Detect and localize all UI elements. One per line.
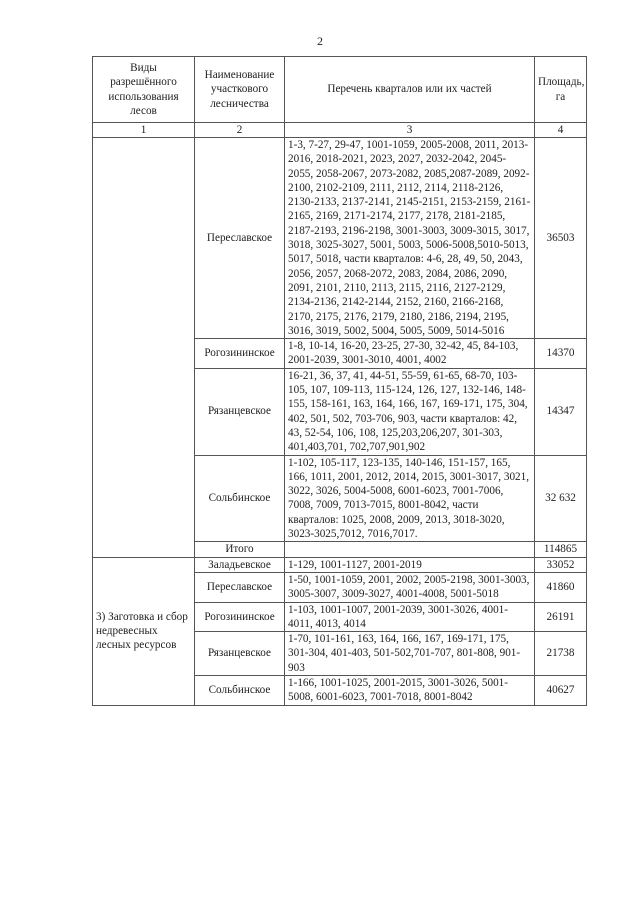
area-value: 26191: [535, 602, 587, 632]
header-forestry-name: Наименование участкового лесничества: [195, 57, 285, 123]
area-value: 21738: [535, 632, 587, 676]
quarters-list: 16-21, 36, 37, 41, 44-51, 55-59, 61-65, 68-70, 103-105, 107, 109-113, 115-124, 126, 127, 132-146, 148-155, 158-161, 163, 164, 166, 167, 169-171, 175, 304, 402, 501, 502, 703-706, 903, части кварталов: 42, 43, 52-54, 106, 108, 125,203,206,207, 301-303, 401,403,701, 702,707,901,902: [285, 368, 535, 455]
page-number: 2: [317, 34, 323, 48]
total-label: Итого: [195, 542, 285, 557]
quarters-list: 1-8, 10-14, 16-20, 23-25, 27-30, 32-42, 45, 84-103, 2001-2039, 3001-3010, 4001, 4002: [285, 339, 535, 369]
quarters-list: 1-50, 1001-1059, 2001, 2002, 2005-2198, 3001-3003, 3005-3007, 3009-3027, 4001-4008, 5001-5018: [285, 572, 535, 602]
forestry-name: Сольбинское: [195, 455, 285, 542]
forestry-name: Заладьевское: [195, 557, 285, 572]
forestry-name: Рогозининское: [195, 602, 285, 632]
total-value: 114865: [535, 542, 587, 557]
header-area: Площадь, га: [535, 57, 587, 123]
quarters-list: 1-102, 105-117, 123-135, 140-146, 151-157, 165, 166, 1011, 2001, 2012, 2014, 2015, 3001-3017, 3021, 3022, 3026, 5004-5008, 6001-6023, 7001-7006, 7008, 7009, 7013-7015, 8001-8042, части кварталов: 1025, 2008, 2009, 2013, 3018-3020, 3023-3025,7012, 7016,7017.: [285, 455, 535, 542]
column-numbers-row: [93, 123, 587, 138]
forestry-name: Рязанцевское: [195, 632, 285, 676]
header-row: [93, 57, 587, 123]
column-number: 3: [285, 123, 535, 138]
header-use-types: Виды разрешённого использования лесов: [93, 57, 195, 123]
forestry-name: Рязанцевское: [195, 368, 285, 455]
total-quarters-empty: [285, 542, 535, 557]
forest-use-table: [92, 56, 587, 706]
use-type-name: 3) Заготовка и сбор недревесных лесных ресурсов: [93, 557, 195, 705]
area-value: 40627: [535, 675, 587, 705]
area-value: 36503: [535, 138, 587, 339]
quarters-list: 1-129, 1001-1127, 2001-2019: [285, 557, 535, 572]
quarters-list: 1-3, 7-27, 29-47, 1001-1059, 2005-2008, 2011, 2013-2016, 2018-2021, 2023, 2027, 2032-2042, 2045-2055, 2058-2067, 2073-2082, 2085,2087-2089, 2092-2100, 2102-2109, 2111, 2112, 2114, 2118-2126, 2130-2133, 2137-2141, 2145-2151, 2153-2159, 2161-2165, 2169, 2171-2174, 2177, 2178, 2181-2185, 2187-2193, 2196-2198, 3001-3003, 3009-3015, 3017, 3018, 3025-3027, 5001, 5003, 5006-5008,5010-5013, 5017, 5018, части кварталов: 4-6, 28, 49, 50, 2043, 2056, 2057, 2068-2072, 2083, 2084, 2086, 2090, 2091, 2101, 2110, 2113, 2115, 2116, 2127-2129, 2134-2136, 2142-2144, 2152, 2160, 2166-2168, 2170, 2175, 2176, 2179, 2180, 2186, 2194, 2195, 3016, 3019, 5002, 5004, 5005, 5009, 5014-5016: [285, 138, 535, 339]
quarters-list: 1-103, 1001-1007, 2001-2039, 3001-3026, 4001-4011, 4013, 4014: [285, 602, 535, 632]
forestry-name: Сольбинское: [195, 675, 285, 705]
area-value: 32 632: [535, 455, 587, 542]
forestry-name: Переславское: [195, 572, 285, 602]
column-number: 2: [195, 123, 285, 138]
quarters-list: 1-166, 1001-1025, 2001-2015, 3001-3026, 5001-5008, 6001-6023, 7001-7018, 8001-8042: [285, 675, 535, 705]
table-row: [93, 138, 587, 339]
area-value: 33052: [535, 557, 587, 572]
column-number: 4: [535, 123, 587, 138]
forestry-name: Рогозининское: [195, 339, 285, 369]
table-row: [93, 557, 587, 572]
use-type-cell-empty: [93, 138, 195, 558]
area-value: 14347: [535, 368, 587, 455]
column-number: 1: [93, 123, 195, 138]
quarters-list: 1-70, 101-161, 163, 164, 166, 167, 169-171, 175, 301-304, 401-403, 501-502,701-707, 801-808, 901-903: [285, 632, 535, 676]
header-quarters-list: Перечень кварталов или их частей: [285, 57, 535, 123]
area-value: 14370: [535, 339, 587, 369]
forestry-name: Переславское: [195, 138, 285, 339]
area-value: 41860: [535, 572, 587, 602]
